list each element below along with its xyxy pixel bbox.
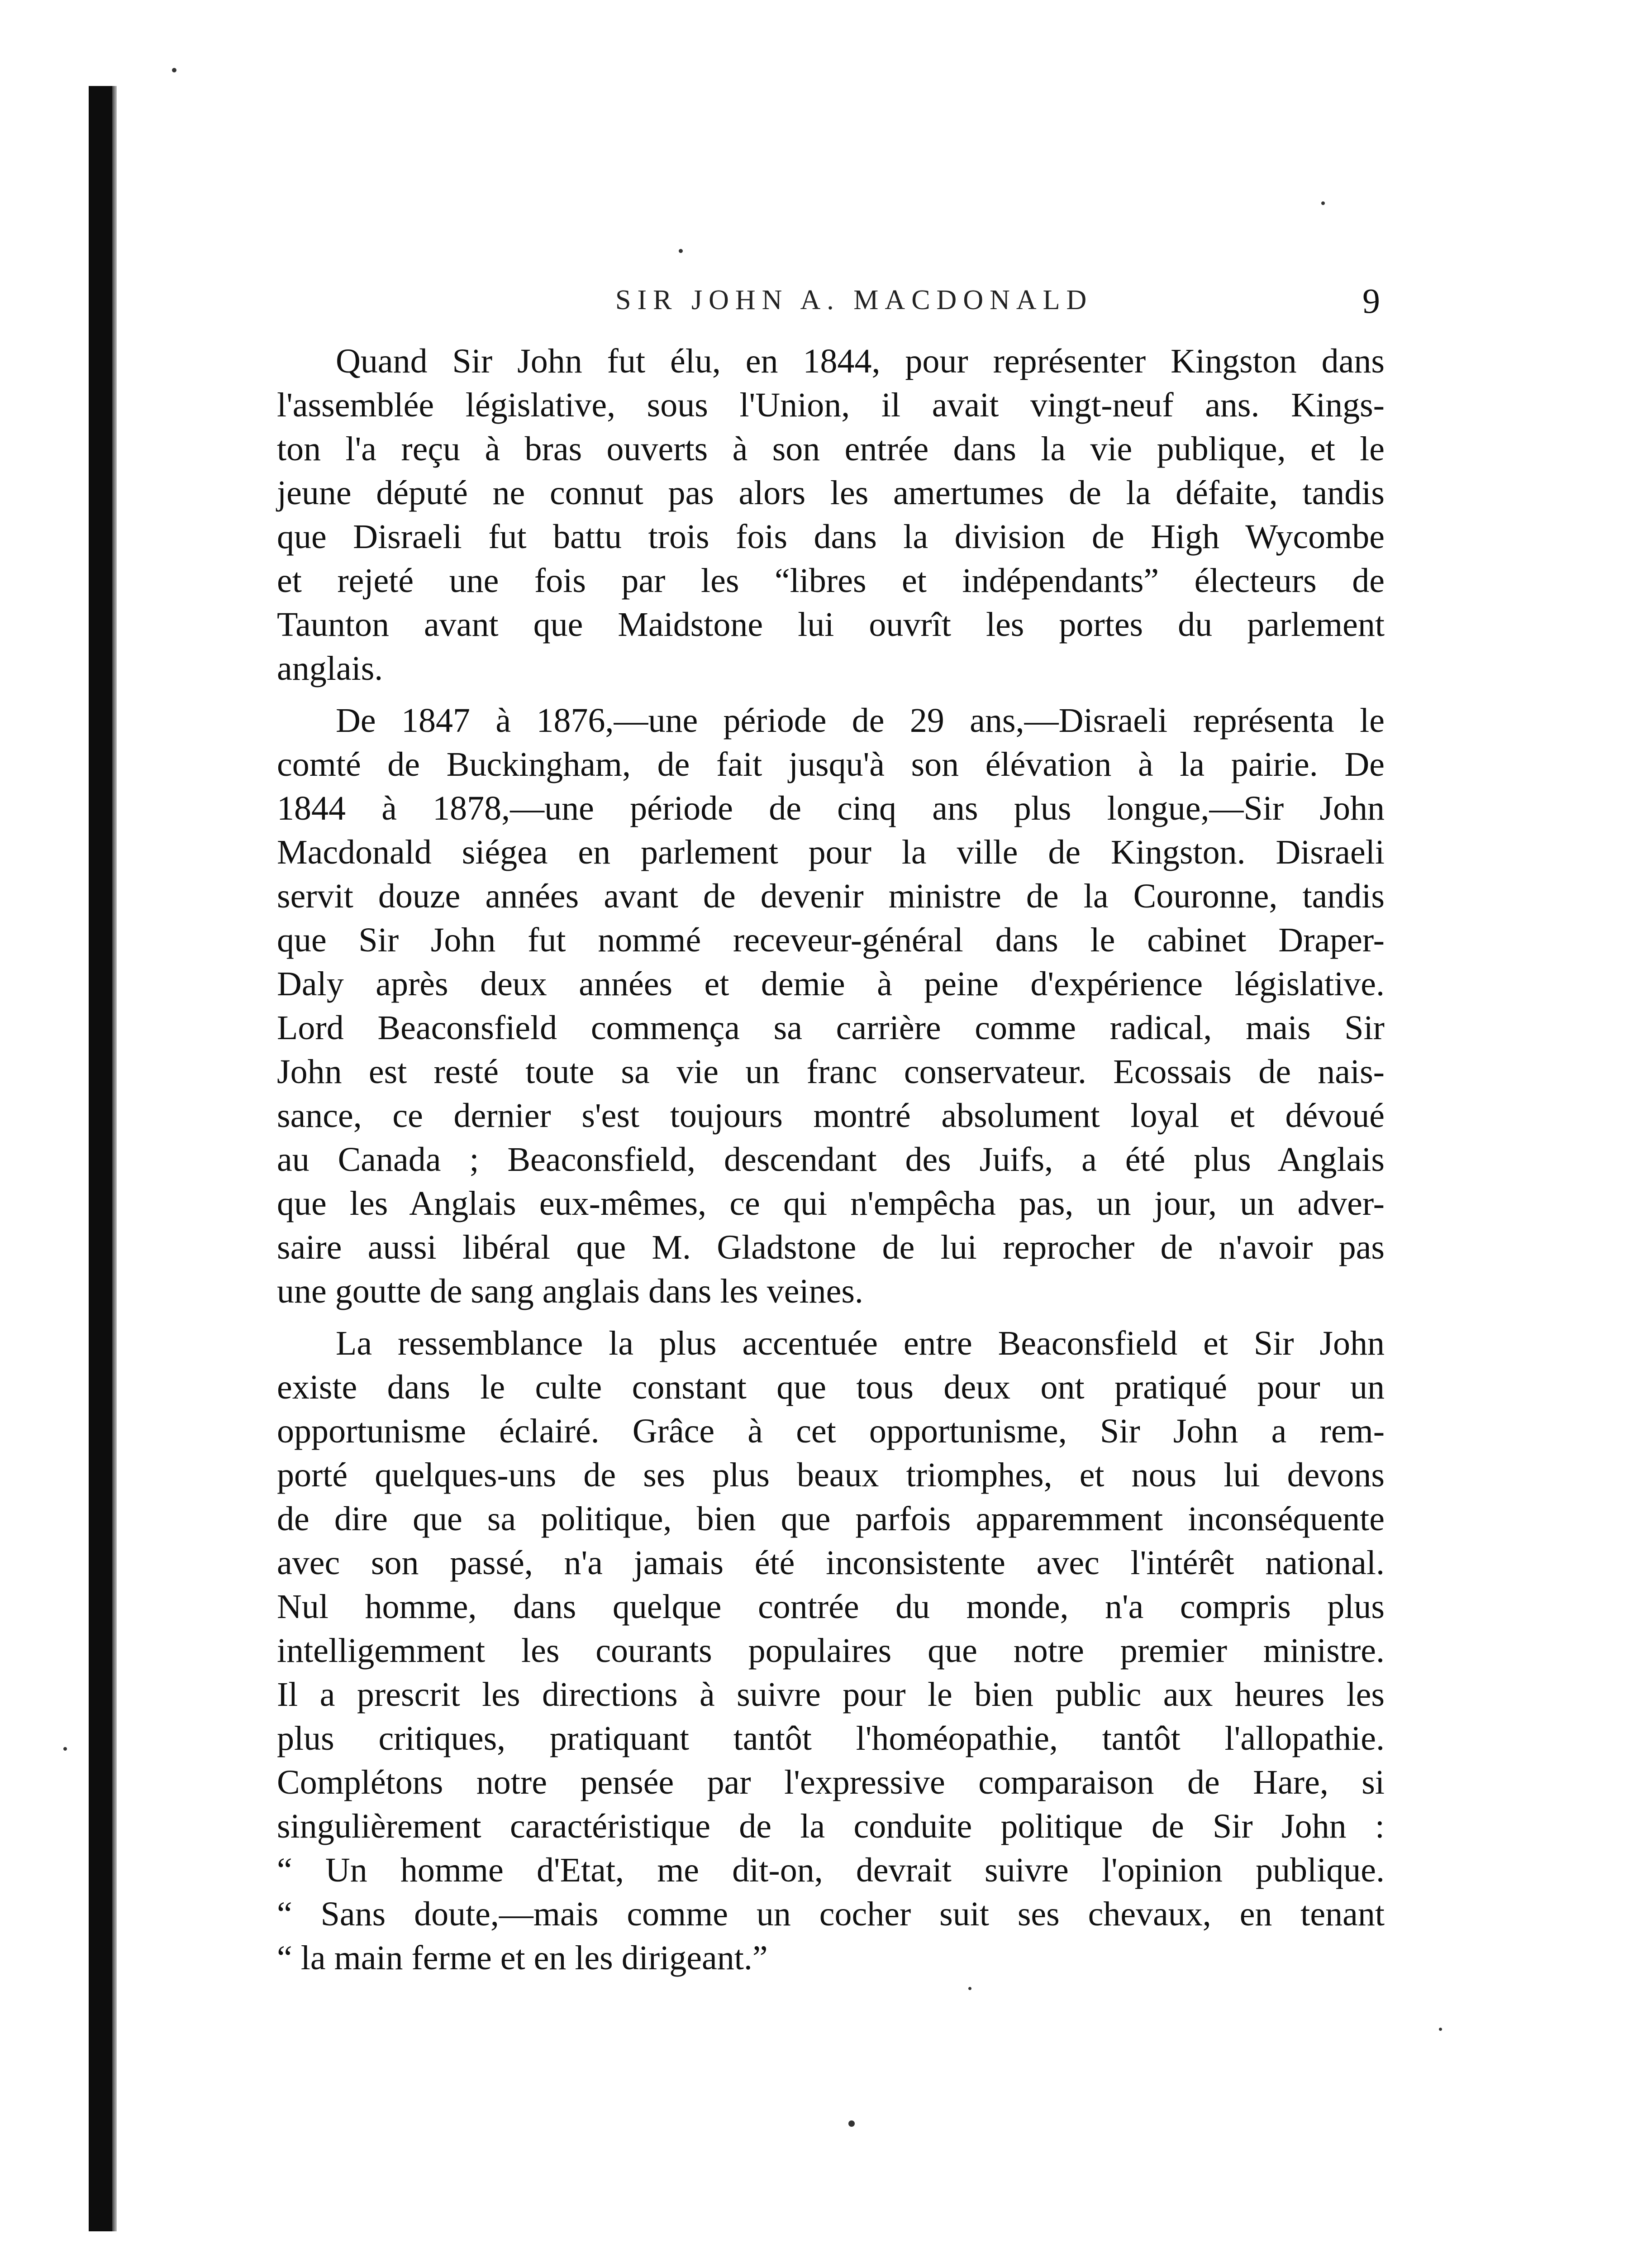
text-line: existe dans le culte constant que tous deux ont pratiqué pour un — [277, 1368, 1385, 1406]
text-line: “ Sans doute,—mais comme un cocher suit ses chevaux, en tenant — [277, 1895, 1385, 1933]
text-line: Lord Beaconsfield commença sa carrière comme radical, mais Sir — [277, 1009, 1385, 1047]
scan-speck — [968, 1987, 971, 1990]
text-line: plus critiques, pratiquant tantôt l'homéopathie, tantôt l'allopathie. — [277, 1719, 1385, 1757]
scan-speck — [1321, 201, 1325, 205]
body-text — [277, 339, 1385, 1980]
text-line: l'assemblée législative, sous l'Union, il avait vingt-neuf ans. Kings- — [277, 386, 1385, 424]
text-line: anglais. — [277, 649, 383, 687]
paragraph-2 — [277, 699, 1385, 1313]
scan-speck — [172, 68, 176, 72]
text-line: au Canada ; Beaconsfield, descendant des Juifs, a été plus Anglais — [277, 1141, 1385, 1179]
text-line: Complétons notre pensée par l'expressive comparaison de Hare, si — [277, 1763, 1385, 1801]
text-line: “ Un homme d'Etat, me dit-on, devrait suivre l'opinion publique. — [277, 1851, 1385, 1889]
text-line: Nul homme, dans quelque contrée du monde, n'a compris plus — [277, 1588, 1385, 1626]
text-line: 1844 à 1878,—une période de cinq ans plus longue,—Sir John — [277, 789, 1385, 827]
text-line: comté de Buckingham, de fait jusqu'à son élévation à la pairie. De — [277, 745, 1385, 783]
text-line: “ la main ferme et en les dirigeant.” — [277, 1939, 768, 1977]
page-number: 9 — [1362, 281, 1380, 320]
binding-edge-shadow — [89, 86, 112, 2231]
scan-speck — [1439, 2028, 1442, 2031]
text-line: avec son passé, n'a jamais été inconsistente avec l'intérêt national. — [277, 1544, 1385, 1582]
text-line: une goutte de sang anglais dans les veines. — [277, 1272, 863, 1310]
text-line: Macdonald siégea en parlement pour la ville de Kingston. Disraeli — [277, 833, 1385, 871]
running-header — [271, 281, 1380, 330]
text-line: jeune député ne connut pas alors les amertumes de la défaite, tandis — [277, 474, 1385, 512]
text-line: ton l'a reçu à bras ouverts à son entrée dans la vie publique, et le — [277, 430, 1385, 468]
binding-edge-gradient — [112, 86, 117, 2231]
scan-speck — [63, 1747, 67, 1751]
text-line: John est resté toute sa vie un franc conservateur. Ecossais de nais- — [277, 1053, 1385, 1091]
text-line: saire aussi libéral que M. Gladstone de lui reprocher de n'avoir pas — [277, 1228, 1385, 1266]
text-line: Daly après deux années et demie à peine d'expérience législative. — [277, 965, 1385, 1003]
text-line: et rejeté une fois par les “libres et indépendants” électeurs de — [277, 562, 1385, 600]
text-line: que Disraeli fut battu trois fois dans la division de High Wycombe — [277, 518, 1385, 556]
paragraph-1 — [277, 339, 1385, 691]
scan-speck — [679, 249, 683, 253]
text-line: Quand Sir John fut élu, en 1844, pour représenter Kingston dans — [336, 342, 1385, 380]
text-line: Il a prescrit les directions à suivre pour le bien public aux heures les — [277, 1676, 1385, 1714]
text-line: La ressemblance la plus accentuée entre Beaconsfield et Sir John — [336, 1324, 1385, 1362]
paragraph-gap — [277, 1313, 1385, 1322]
running-title: SIR JOHN A. MACDONALD — [615, 285, 1093, 315]
text-line: intelligemment les courants populaires que notre premier ministre. — [277, 1632, 1385, 1670]
text-line: porté quelques-uns de ses plus beaux triomphes, et nous lui devons — [277, 1456, 1385, 1494]
text-line: servit douze années avant de devenir ministre de la Couronne, tandis — [277, 877, 1385, 915]
text-line: que Sir John fut nommé receveur-général dans le cabinet Draper- — [277, 921, 1385, 959]
text-line: de dire que sa politique, bien que parfois apparemment inconséquente — [277, 1500, 1385, 1538]
text-line: singulièrement caractéristique de la conduite politique de Sir John : — [277, 1807, 1385, 1845]
text-line: opportunisme éclairé. Grâce à cet opportunisme, Sir John a rem- — [277, 1412, 1385, 1450]
paragraph-3 — [277, 1322, 1385, 1980]
text-line: sance, ce dernier s'est toujours montré absolument loyal et dévoué — [277, 1097, 1385, 1135]
paragraph-gap — [277, 691, 1385, 699]
text-line: De 1847 à 1876,—une période de 29 ans,—Disraeli représenta le — [336, 702, 1385, 740]
text-line: Taunton avant que Maidstone lui ouvrît les portes du parlement — [277, 606, 1385, 644]
scan-speck — [848, 2120, 855, 2127]
text-line: que les Anglais eux-mêmes, ce qui n'empêcha pas, un jour, un adver- — [277, 1184, 1385, 1222]
